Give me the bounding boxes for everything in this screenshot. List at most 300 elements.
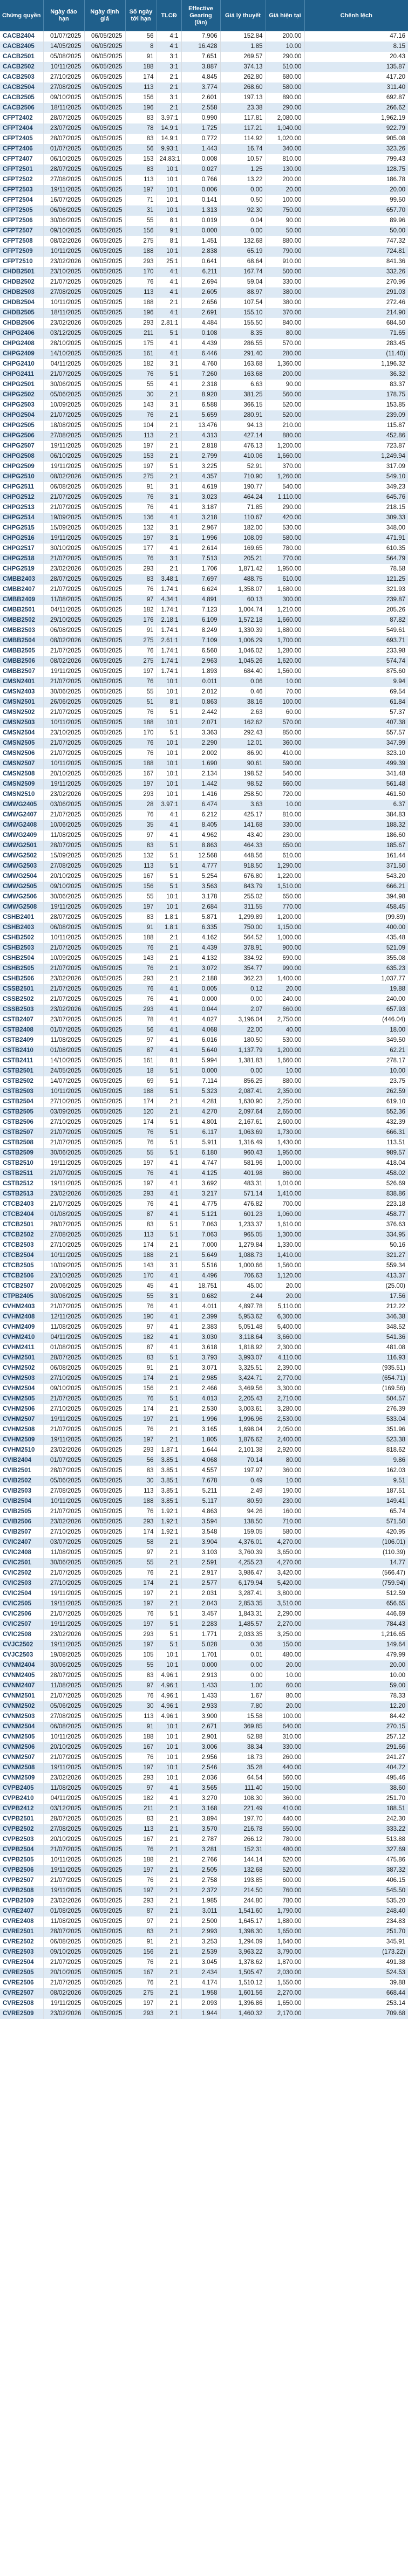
cell-code: CVRE2506 xyxy=(0,1978,43,1988)
cell-market-price: 810.00 xyxy=(266,810,304,820)
cell-theoretical-price: 2,033.35 xyxy=(220,1630,266,1640)
cell-days: 197 xyxy=(125,667,157,677)
table-row xyxy=(0,1548,408,1558)
cell-days: 76 xyxy=(125,1609,157,1619)
cell-difference: 1,962.19 xyxy=(304,113,408,123)
cell-market-price: 380.00 xyxy=(266,287,304,298)
cell-code: CSTB2510 xyxy=(0,1158,43,1169)
cell-valuation-date: 06/05/2025 xyxy=(84,718,125,728)
cell-code: CMSN2504 xyxy=(0,728,43,738)
cell-difference: 349.23 xyxy=(304,482,408,492)
cell-difference: 62.21 xyxy=(304,1046,408,1056)
cell-market-price: 60.00 xyxy=(266,1681,304,1691)
cell-theoretical-price: 1,541.60 xyxy=(220,1906,266,1916)
table-row xyxy=(0,144,408,154)
cell-valuation-date: 06/05/2025 xyxy=(84,83,125,93)
cell-theoretical-price: 167.74 xyxy=(220,267,266,277)
cell-difference: 84.42 xyxy=(304,1712,408,1722)
cell-market-price: 1,020.00 xyxy=(266,134,304,144)
cell-market-price: 1,120.00 xyxy=(266,1271,304,1281)
cell-market-price: 3,650.00 xyxy=(266,1548,304,1558)
cell-days: 167 xyxy=(125,871,157,882)
cell-code: CMSN2501 xyxy=(0,697,43,707)
cell-theoretical-price: 108.09 xyxy=(220,533,266,544)
table-row xyxy=(0,1230,408,1240)
cell-gearing: 4.775 xyxy=(181,1199,220,1210)
cell-days: 293 xyxy=(125,974,157,984)
cell-market-price: 600.00 xyxy=(266,1876,304,1886)
cell-maturity-date: 21/07/2025 xyxy=(43,707,84,718)
table-row xyxy=(0,564,408,574)
cell-code: CTCB2505 xyxy=(0,1261,43,1271)
cell-theoretical-price: 266.12 xyxy=(220,1835,266,1845)
cell-maturity-date: 23/02/2026 xyxy=(43,2009,84,2019)
cell-theoretical-price: 163.68 xyxy=(220,359,266,369)
cell-gearing: 3.565 xyxy=(181,1783,220,1794)
cell-maturity-date: 30/06/2025 xyxy=(43,892,84,902)
table-row xyxy=(0,748,408,759)
cell-ratio: 1.92:1 xyxy=(157,1527,181,1537)
cell-days: 293 xyxy=(125,1445,157,1455)
cell-ratio: 1.8:1 xyxy=(157,923,181,933)
cell-code: CFPT2509 xyxy=(0,246,43,257)
cell-code: CMWG2505 xyxy=(0,882,43,892)
cell-ratio: 10:1 xyxy=(157,892,181,902)
table-row xyxy=(0,93,408,103)
cell-code: CHPG2510 xyxy=(0,472,43,482)
cell-market-price: 770.00 xyxy=(266,902,304,912)
cell-market-price: 790.00 xyxy=(266,246,304,257)
cell-difference: 1,196.32 xyxy=(304,359,408,369)
cell-difference: 291.03 xyxy=(304,287,408,298)
cell-difference: 347.99 xyxy=(304,738,408,748)
cell-gearing: 3.281 xyxy=(181,1845,220,1855)
table-row xyxy=(0,1353,408,1363)
cell-ratio: 2:1 xyxy=(157,1414,181,1425)
table-row xyxy=(0,328,408,339)
cell-code: CHDB2505 xyxy=(0,308,43,318)
cell-difference: 543.20 xyxy=(304,871,408,882)
table-row xyxy=(0,1804,408,1814)
cell-ratio: 9:1 xyxy=(157,226,181,236)
cell-theoretical-price: 90.61 xyxy=(220,759,266,769)
cell-theoretical-price: 334.92 xyxy=(220,953,266,964)
cell-theoretical-price: 291.40 xyxy=(220,349,266,359)
cell-code: CVPB2405 xyxy=(0,1783,43,1794)
table-row xyxy=(0,1035,408,1046)
table-row xyxy=(0,72,408,83)
cell-valuation-date: 06/05/2025 xyxy=(84,1763,125,1773)
cell-code: CVIB2507 xyxy=(0,1527,43,1537)
cell-ratio: 5:1 xyxy=(157,871,181,882)
cell-code: CVHM2506 xyxy=(0,1404,43,1414)
cell-days: 83 xyxy=(125,113,157,123)
cell-days: 87 xyxy=(125,1906,157,1916)
cell-difference: 989.57 xyxy=(304,1148,408,1158)
cell-ratio: 2:1 xyxy=(157,943,181,953)
cell-market-price: 1,410.00 xyxy=(266,1189,304,1199)
cell-market-price: 160.00 xyxy=(266,1507,304,1517)
cell-difference: 248.40 xyxy=(304,1906,408,1916)
table-row xyxy=(0,523,408,533)
cell-days: 76 xyxy=(125,748,157,759)
cell-theoretical-price: 0.00 xyxy=(220,1671,266,1681)
cell-market-price: 1,620.00 xyxy=(266,656,304,667)
cell-code: CVNM2509 xyxy=(0,1773,43,1783)
cell-difference: 61.84 xyxy=(304,697,408,707)
cell-difference: 418.04 xyxy=(304,1158,408,1169)
cell-valuation-date: 06/05/2025 xyxy=(84,1496,125,1507)
cell-difference: 656.65 xyxy=(304,1599,408,1609)
cell-code: CVNM2501 xyxy=(0,1691,43,1701)
cell-theoretical-price: 1,460.32 xyxy=(220,2009,266,2019)
cell-maturity-date: 09/10/2025 xyxy=(43,1384,84,1394)
cell-difference: (566.47) xyxy=(304,1568,408,1578)
cell-days: 56 xyxy=(125,1455,157,1466)
cell-days: 30 xyxy=(125,1476,157,1486)
cell-maturity-date: 06/10/2025 xyxy=(43,154,84,164)
cell-ratio: 1.74:1 xyxy=(157,667,181,677)
cell-market-price: 1,200.00 xyxy=(266,1046,304,1056)
cell-valuation-date: 06/05/2025 xyxy=(84,1240,125,1251)
cell-ratio: 3:1 xyxy=(157,359,181,369)
cell-theoretical-price: 159.05 xyxy=(220,1527,266,1537)
cell-gearing: 6.474 xyxy=(181,800,220,810)
cell-difference: 223.18 xyxy=(304,1199,408,1210)
cell-theoretical-price: 1,871.42 xyxy=(220,564,266,574)
cell-difference: 376.63 xyxy=(304,1220,408,1230)
cell-theoretical-price: 1,645.17 xyxy=(220,1916,266,1927)
cell-ratio: 4:1 xyxy=(157,503,181,513)
table-row xyxy=(0,1578,408,1589)
cell-ratio: 10:1 xyxy=(157,1742,181,1753)
cell-difference: 9.86 xyxy=(304,1455,408,1466)
cell-ratio: 2:1 xyxy=(157,431,181,441)
cell-maturity-date: 23/02/2026 xyxy=(43,1630,84,1640)
cell-gearing: 4.011 xyxy=(181,1302,220,1312)
cell-maturity-date: 19/11/2025 xyxy=(43,1640,84,1650)
table-row xyxy=(0,1117,408,1128)
cell-maturity-date: 18/11/2025 xyxy=(43,103,84,113)
cell-theoretical-price: 13.22 xyxy=(220,175,266,185)
cell-days: 197 xyxy=(125,902,157,912)
table-row xyxy=(0,1445,408,1455)
cell-days: 197 xyxy=(125,1599,157,1609)
cell-code: CACB2502 xyxy=(0,62,43,72)
cell-days: 174 xyxy=(125,1097,157,1107)
cell-ratio: 2:1 xyxy=(157,1916,181,1927)
cell-maturity-date: 20/10/2025 xyxy=(43,1835,84,1845)
cell-difference: 512.59 xyxy=(304,1589,408,1599)
cell-theoretical-price: 88.97 xyxy=(220,287,266,298)
cell-gearing: 4.439 xyxy=(181,339,220,349)
cell-days: 182 xyxy=(125,1332,157,1343)
cell-ratio: 2:1 xyxy=(157,83,181,93)
cell-gearing: 2.818 xyxy=(181,441,220,451)
cell-maturity-date: 04/11/2025 xyxy=(43,605,84,615)
cell-difference: 332.26 xyxy=(304,267,408,277)
table-row xyxy=(0,2009,408,2019)
cell-valuation-date: 06/05/2025 xyxy=(84,400,125,410)
cell-difference: 50.00 xyxy=(304,226,408,236)
cell-theoretical-price: 108.30 xyxy=(220,1794,266,1804)
cell-days: 76 xyxy=(125,1507,157,1517)
cell-difference: 922.79 xyxy=(304,123,408,134)
cell-valuation-date: 06/05/2025 xyxy=(84,523,125,533)
cell-market-price: 810.00 xyxy=(266,154,304,164)
cell-difference: 251.70 xyxy=(304,1794,408,1804)
cell-valuation-date: 06/05/2025 xyxy=(84,1220,125,1230)
cell-ratio: 10:1 xyxy=(157,175,181,185)
cell-valuation-date: 06/05/2025 xyxy=(84,953,125,964)
cell-days: 78 xyxy=(125,123,157,134)
cell-ratio: 3.85:1 xyxy=(157,1486,181,1496)
cell-market-price: 890.00 xyxy=(266,93,304,103)
cell-difference: 552.36 xyxy=(304,1107,408,1117)
cell-valuation-date: 06/05/2025 xyxy=(84,1056,125,1066)
cell-market-price: 1,010.00 xyxy=(266,1179,304,1189)
cell-code: CVIB2503 xyxy=(0,1486,43,1496)
cell-theoretical-price: 6.63 xyxy=(220,380,266,390)
table-row xyxy=(0,1599,408,1609)
cell-market-price: 360.00 xyxy=(266,1794,304,1804)
table-row xyxy=(0,974,408,984)
cell-ratio: 4:1 xyxy=(157,380,181,390)
table-row xyxy=(0,277,408,287)
cell-difference: 20.43 xyxy=(304,52,408,62)
cell-ratio: 4:1 xyxy=(157,339,181,349)
cell-gearing: 16.428 xyxy=(181,42,220,52)
cell-difference: 323.26 xyxy=(304,144,408,154)
cell-difference: 458.45 xyxy=(304,902,408,912)
cell-days: 55 xyxy=(125,216,157,226)
cell-maturity-date: 09/10/2025 xyxy=(43,226,84,236)
cell-valuation-date: 06/05/2025 xyxy=(84,1097,125,1107)
cell-theoretical-price: 1.00 xyxy=(220,1681,266,1691)
cell-market-price: 1,640.00 xyxy=(266,1937,304,1947)
cell-code: CVPB2504 xyxy=(0,1845,43,1855)
table-row xyxy=(0,615,408,626)
table-row xyxy=(0,390,408,400)
cell-maturity-date: 19/09/2025 xyxy=(43,513,84,523)
cell-maturity-date: 28/10/2025 xyxy=(43,339,84,349)
cell-gearing: 6.180 xyxy=(181,1148,220,1158)
cell-difference: 333.22 xyxy=(304,1824,408,1835)
cell-days: 156 xyxy=(125,93,157,103)
header-difference: Chênh lệch xyxy=(304,0,408,31)
cell-theoretical-price: 3.63 xyxy=(220,800,266,810)
cell-ratio: 10:1 xyxy=(157,687,181,697)
cell-valuation-date: 06/05/2025 xyxy=(84,779,125,789)
cell-market-price: 750.00 xyxy=(266,205,304,216)
cell-ratio: 1.74:1 xyxy=(157,605,181,615)
cell-days: 91 xyxy=(125,1722,157,1732)
cell-theoretical-price: 0.49 xyxy=(220,1476,266,1486)
cell-theoretical-price: 1,378.62 xyxy=(220,1957,266,1968)
table-row xyxy=(0,400,408,410)
cell-maturity-date: 21/07/2025 xyxy=(43,1845,84,1855)
cell-ratio: 2:1 xyxy=(157,1814,181,1824)
cell-days: 55 xyxy=(125,380,157,390)
table-row xyxy=(0,882,408,892)
cell-code: CMWG2508 xyxy=(0,902,43,912)
cell-market-price: 290.00 xyxy=(266,103,304,113)
cell-maturity-date: 21/07/2025 xyxy=(43,1199,84,1210)
cell-gearing: 4.747 xyxy=(181,1158,220,1169)
cell-difference: 1,249.94 xyxy=(304,451,408,462)
cell-maturity-date: 27/08/2025 xyxy=(43,83,84,93)
cell-valuation-date: 06/05/2025 xyxy=(84,1199,125,1210)
cell-gearing: 2.500 xyxy=(181,1916,220,1927)
table-row xyxy=(0,1302,408,1312)
cell-market-price: 880.00 xyxy=(266,236,304,246)
cell-theoretical-price: 155.50 xyxy=(220,318,266,328)
cell-valuation-date: 06/05/2025 xyxy=(84,544,125,554)
cell-gearing: 0.682 xyxy=(181,1292,220,1302)
cell-valuation-date: 06/05/2025 xyxy=(84,1384,125,1394)
cell-code: CTCB2504 xyxy=(0,1251,43,1261)
cell-theoretical-price: 965.05 xyxy=(220,1230,266,1240)
cell-code: CVIC2501 xyxy=(0,1558,43,1568)
cell-code: CSTB2508 xyxy=(0,1138,43,1148)
cell-difference: 346.38 xyxy=(304,1312,408,1322)
table-row xyxy=(0,1384,408,1394)
cell-code: CVHM2508 xyxy=(0,1425,43,1435)
table-row xyxy=(0,1025,408,1035)
cell-valuation-date: 06/05/2025 xyxy=(84,1783,125,1794)
cell-valuation-date: 06/05/2025 xyxy=(84,451,125,462)
cell-code: CVHM2411 xyxy=(0,1343,43,1353)
cell-maturity-date: 30/06/2025 xyxy=(43,1292,84,1302)
cell-theoretical-price: 117.81 xyxy=(220,113,266,123)
cell-difference: 309.33 xyxy=(304,513,408,523)
cell-days: 161 xyxy=(125,1056,157,1066)
cell-code: CMBB2407 xyxy=(0,585,43,595)
cell-theoretical-price: 476.13 xyxy=(220,441,266,451)
cell-difference: 535.20 xyxy=(304,1896,408,1906)
cell-difference: 23.75 xyxy=(304,1076,408,1087)
cell-valuation-date: 06/05/2025 xyxy=(84,830,125,841)
cell-gearing: 3.217 xyxy=(181,1189,220,1199)
table-row xyxy=(0,943,408,953)
cell-gearing: 0.005 xyxy=(181,984,220,994)
cell-difference: 276.39 xyxy=(304,1404,408,1414)
cell-valuation-date: 06/05/2025 xyxy=(84,1414,125,1425)
cell-ratio: 2:1 xyxy=(157,298,181,308)
cell-difference: 115.87 xyxy=(304,421,408,431)
cell-market-price: 410.00 xyxy=(266,1804,304,1814)
cell-days: 156 xyxy=(125,1947,157,1957)
cell-code: CSHB2503 xyxy=(0,943,43,953)
cell-market-price: 190.00 xyxy=(266,1486,304,1496)
cell-ratio: 2:1 xyxy=(157,1435,181,1445)
cell-theoretical-price: 45.00 xyxy=(220,1281,266,1292)
cell-valuation-date: 06/05/2025 xyxy=(84,933,125,943)
cell-days: 188 xyxy=(125,759,157,769)
cell-valuation-date: 06/05/2025 xyxy=(84,1835,125,1845)
cell-difference: 571.50 xyxy=(304,1517,408,1527)
table-row xyxy=(0,42,408,52)
cell-difference: 12.20 xyxy=(304,1701,408,1712)
table-row xyxy=(0,1568,408,1578)
table-row xyxy=(0,656,408,667)
cell-ratio: 10:1 xyxy=(157,677,181,687)
cell-maturity-date: 21/07/2025 xyxy=(43,1957,84,1968)
cell-days: 76 xyxy=(125,810,157,820)
cell-maturity-date: 21/07/2025 xyxy=(43,277,84,287)
table-row xyxy=(0,103,408,113)
table-row xyxy=(0,964,408,974)
cell-gearing: 2.372 xyxy=(181,1886,220,1896)
cell-code: CHPG2505 xyxy=(0,421,43,431)
cell-theoretical-price: 1,698.04 xyxy=(220,1425,266,1435)
cell-days: 197 xyxy=(125,1414,157,1425)
cell-ratio: 5:1 xyxy=(157,1230,181,1240)
table-row xyxy=(0,380,408,390)
cell-market-price: 2,050.00 xyxy=(266,1425,304,1435)
cell-valuation-date: 06/05/2025 xyxy=(84,759,125,769)
cell-ratio: 10:1 xyxy=(157,1753,181,1763)
cell-maturity-date: 21/07/2025 xyxy=(43,369,84,380)
cell-maturity-date: 06/06/2025 xyxy=(43,205,84,216)
cell-valuation-date: 06/05/2025 xyxy=(84,1507,125,1517)
cell-gearing: 7.123 xyxy=(181,605,220,615)
cell-code: CTCB2507 xyxy=(0,1281,43,1292)
cell-valuation-date: 06/05/2025 xyxy=(84,1794,125,1804)
cell-gearing: 1.725 xyxy=(181,123,220,134)
cell-gearing: 3.178 xyxy=(181,892,220,902)
cell-code: CVJC2502 xyxy=(0,1640,43,1650)
cell-code: CVPB2410 xyxy=(0,1794,43,1804)
cell-difference: 10.00 xyxy=(304,1066,408,1076)
table-row xyxy=(0,1394,408,1404)
cell-market-price: 10.00 xyxy=(266,1671,304,1681)
cell-gearing: 4.174 xyxy=(181,1978,220,1988)
cell-code: CVNM2503 xyxy=(0,1712,43,1722)
cell-difference: 724.81 xyxy=(304,246,408,257)
cell-difference: 495.46 xyxy=(304,1773,408,1783)
cell-ratio: 24.83:1 xyxy=(157,154,181,164)
cell-gearing: 6.446 xyxy=(181,349,220,359)
cell-days: 83 xyxy=(125,912,157,923)
cell-valuation-date: 06/05/2025 xyxy=(84,1322,125,1332)
cell-days: 69 xyxy=(125,1076,157,1087)
cell-ratio: 2:1 xyxy=(157,1835,181,1845)
cell-maturity-date: 19/11/2025 xyxy=(43,462,84,472)
cell-valuation-date: 06/05/2025 xyxy=(84,1804,125,1814)
cell-theoretical-price: 152.84 xyxy=(220,31,266,42)
cell-gearing: 2.002 xyxy=(181,748,220,759)
cell-valuation-date: 06/05/2025 xyxy=(84,62,125,72)
table-row xyxy=(0,1148,408,1158)
table-row xyxy=(0,779,408,789)
cell-code: CACB2505 xyxy=(0,93,43,103)
cell-maturity-date: 23/02/2026 xyxy=(43,257,84,267)
cell-maturity-date: 27/10/2025 xyxy=(43,1097,84,1107)
cell-market-price: 1,330.00 xyxy=(266,1240,304,1251)
cell-maturity-date: 11/08/2025 xyxy=(43,1322,84,1332)
cell-valuation-date: 06/05/2025 xyxy=(84,195,125,205)
cell-code: CVPB2509 xyxy=(0,1896,43,1906)
cell-theoretical-price: 258.50 xyxy=(220,789,266,800)
cell-gearing: 4.496 xyxy=(181,1271,220,1281)
cell-difference: 233.98 xyxy=(304,646,408,656)
table-row xyxy=(0,707,408,718)
cell-gearing: 2.758 xyxy=(181,1876,220,1886)
cell-ratio: 4:1 xyxy=(157,984,181,994)
cell-ratio: 10:1 xyxy=(157,1660,181,1671)
table-row xyxy=(0,205,408,216)
